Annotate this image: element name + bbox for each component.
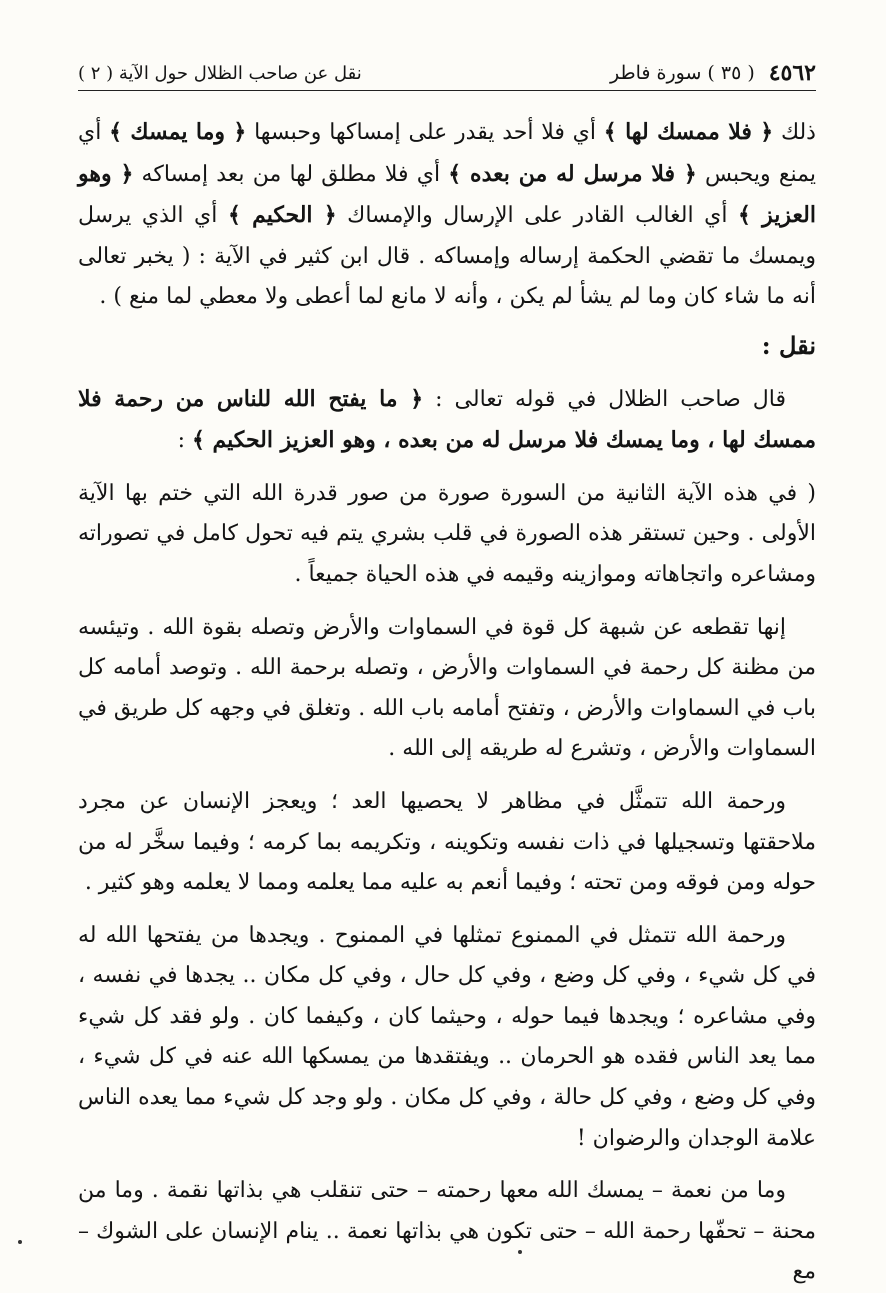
surah-label: ( ٣٥ ) سورة فاطر: [609, 62, 755, 84]
text-run: ( في هذه الآية الثانية من السورة صورة من صور قدرة الله التي ختم بها الآية الأولى . وحين تستقر هذه الصورة في قلب بشري يتم فيه تحول كامل في تصوراته ومشاعره واتجاهاته وموازينه وقيمه في هذه الحياة جميعاً .: [78, 480, 816, 587]
text-run: إنها تقطعه عن شبهة كل قوة في السماوات والأرض وتصله بقوة الله . وتيئسه من مظنة كل رحمة في السماوات والأرض ، وتصله برحمة الله . وتوصد أمامه كل باب في السماوات والأرض ، وتفتح أمامه باب الله . وتغلق في وجهه كل طريق في السماوات والأرض ، وتشرع له طريقه إلى الله .: [78, 614, 816, 762]
paragraph: [78, 608, 816, 770]
paragraph: [78, 474, 816, 596]
quran-quote: نقل :: [761, 330, 816, 360]
text-run: ذلك: [773, 120, 816, 145]
quran-quote: ﴿ فلا مرسل له من بعده ﴾: [448, 160, 697, 187]
quran-quote: ﴿ وهو العزيز ﴾: [78, 160, 816, 229]
text-run: أي فلا أحد يقدر على إمساكها وحبسها: [246, 120, 604, 145]
page-number: ٤٥٦٢: [768, 60, 816, 86]
text-run: أي يمنع ويحبس: [78, 120, 817, 187]
text-run: قال صاحب الظلال في قوله تعالى :: [423, 386, 787, 412]
print-speck: [18, 1240, 22, 1244]
print-speck: [518, 1250, 522, 1254]
text-run: وما من نعمة – يمسك الله معها رحمته – حتى تنقلب هي بذاتها نقمة . وما من محنة – تحفّها رحمة الله – حتى تكون هي بذاتها نعمة .. ينام الإنسان على الشوك – مع: [78, 1178, 816, 1285]
text-run: أي فلا مطلق لها من بعد إمساكه: [133, 161, 449, 187]
text-run: ورحمة الله تتمثل في الممنوع تمثلها في الممنوح . ويجدها من يفتحها الله له في كل شيء ، وفي كل وضع ، وفي كل حال ، وفي كل مكان .. يجدها في نفسه ، وفي مشاعره ؛ ويجدها فيما حوله ، وحيثما كان ، وكيفما كان . ولو فقد كل شيء مما يعد الناس فقده هو الحرمان .. ويفتقدها من يمسكها الله عنه في كل شيء ، وفي كل وضع ، وفي كل حالة ، وفي كل مكان . ولو وجد كل شيء مما يعده الناس علامة الوجدان والرضوان !: [78, 922, 816, 1151]
text-run: أي الذي يرسل ويمسك ما تقضي الحكمة إرساله وإمساكه . قال ابن كثير في الآية : ( يخبر تعالى أنه ما شاء كان وما لم يشأ لم يكن ، وأنه لا مانع لما أعطى ولا معطي لما منع ) .: [78, 203, 816, 310]
quran-quote: ﴿ الحكيم ﴾: [227, 202, 337, 229]
text-run: أي الغالب القادر على الإرسال والإمساك: [336, 203, 739, 229]
quran-quote: ﴿ فلا ممسك لها ﴾: [603, 119, 774, 145]
text-run: ورحمة الله تتمثَّل في مظاهر لا يحصيها العد ؛ ويعجز الإنسان عن مجرد ملاحقتها وتسجيلها في ذات نفسه وتكوينه ، وتكريمه بما كرمه ؛ وفيما سخَّر له من حوله ومن فوقه ومن تحته ؛ وفيما أنعم به عليه مما يعلمه ومما لا يعلمه وهو كثير .: [78, 788, 816, 896]
paragraph: [78, 916, 816, 1160]
section-heading: [78, 326, 816, 367]
text-run: :: [177, 428, 192, 454]
running-header: [78, 56, 816, 91]
paragraph: [78, 112, 816, 318]
quran-quote: ﴿ ما يفتح الله للناس من رحمة فلا ممسك لها ، وما يمسك فلا مرسل له من بعده ، وهو العزيز الحكيم ﴾: [78, 385, 816, 454]
paragraph: [78, 379, 816, 462]
page-body: [78, 112, 816, 1293]
quran-quote: ﴿ وما يمسك ﴾: [109, 119, 247, 145]
header-right: [610, 60, 816, 86]
paragraph: [78, 782, 816, 904]
section-title: نقل عن صاحب الظلال حول الآية ( ٢ ): [78, 62, 362, 84]
paragraph: [78, 1171, 816, 1293]
